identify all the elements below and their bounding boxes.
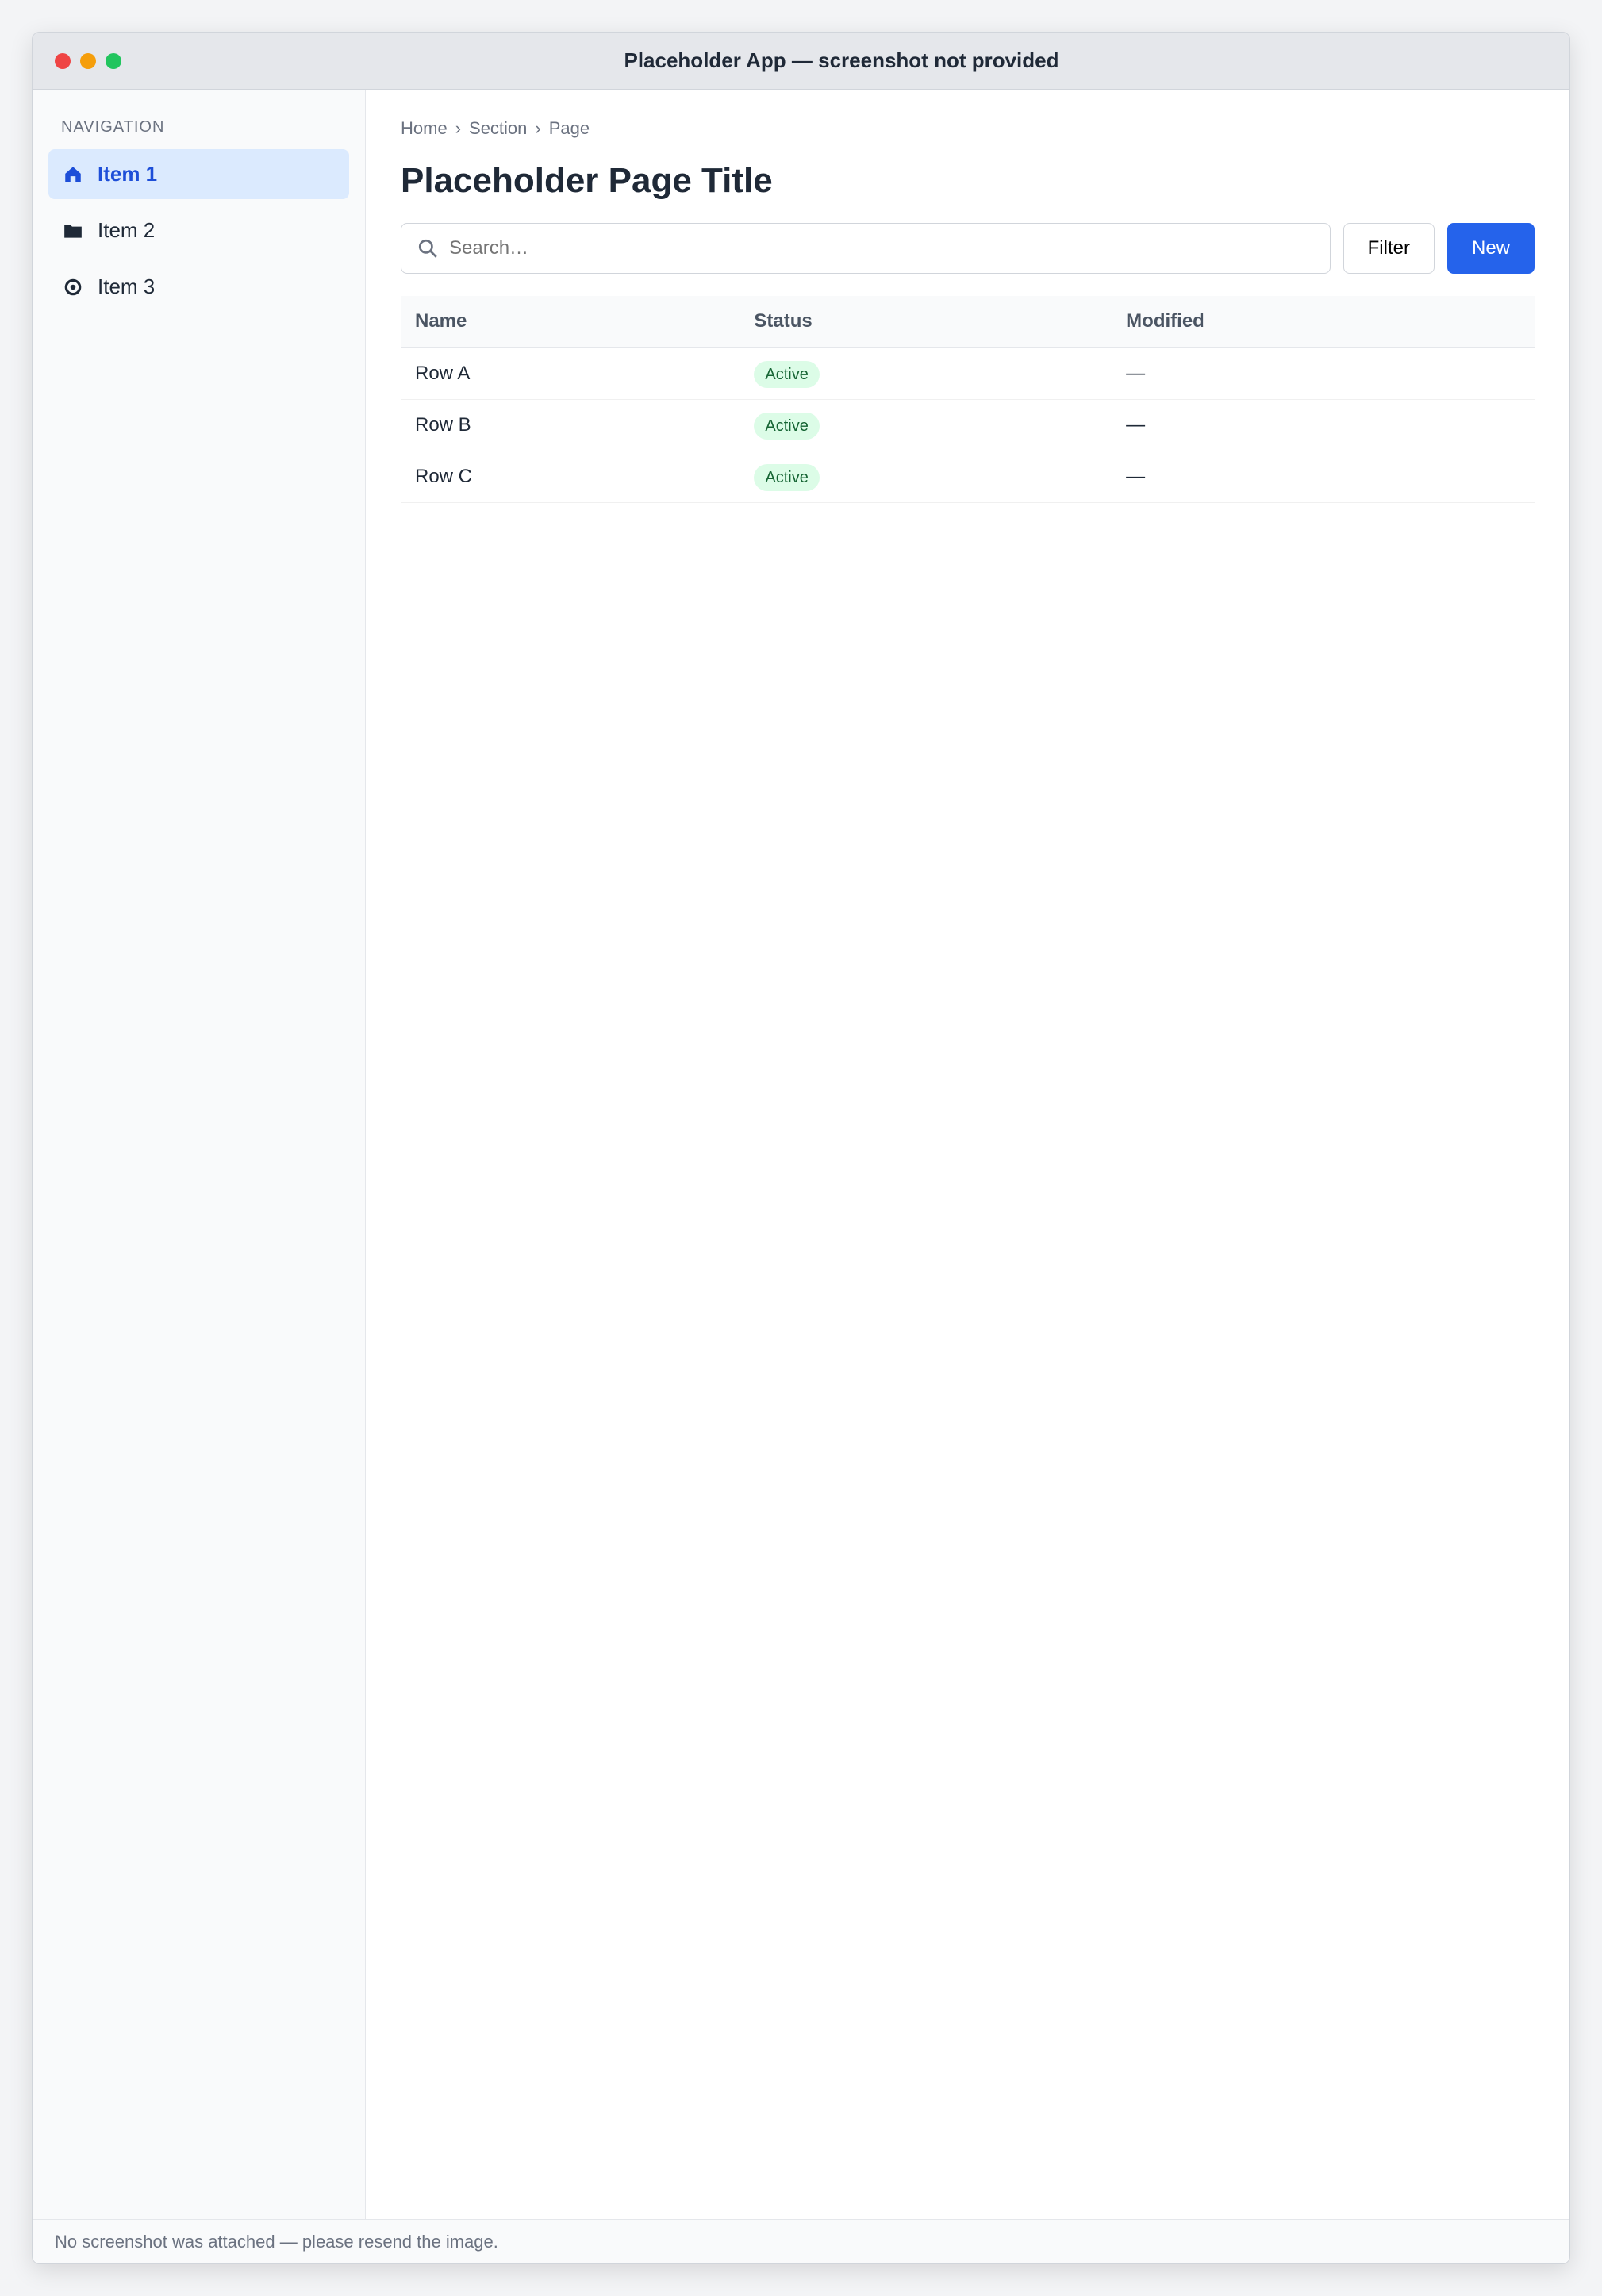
- sidebar-heading: NAVIGATION: [61, 118, 165, 136]
- column-header[interactable]: Status: [740, 296, 1112, 347]
- breadcrumb-item[interactable]: Section: [469, 118, 528, 138]
- table-cell: Row B: [401, 400, 740, 451]
- search-icon: [416, 236, 440, 260]
- status-badge: Active: [754, 464, 819, 491]
- toolbar: [401, 223, 1535, 274]
- maximize-window-button[interactable]: [106, 53, 121, 69]
- sidebar: [33, 90, 366, 2219]
- filter-button[interactable]: Filter: [1343, 223, 1435, 274]
- main-content: [366, 90, 1569, 2219]
- table-cell: Row A: [401, 347, 740, 400]
- close-window-button[interactable]: [55, 53, 71, 69]
- table-cell: [740, 400, 1112, 451]
- sidebar-item-1[interactable]: [48, 149, 349, 199]
- table-cell: [740, 347, 1112, 400]
- sidebar-item-label: Item 2: [98, 218, 156, 242]
- minimize-window-button[interactable]: [80, 53, 96, 69]
- table-header-row: [401, 296, 1535, 347]
- table-cell: —: [1112, 347, 1535, 400]
- app-window: [32, 32, 1570, 2264]
- column-header[interactable]: Name: [401, 296, 740, 347]
- table-cell: [740, 451, 1112, 503]
- search-input[interactable]: [449, 237, 1316, 259]
- column-header[interactable]: Modified: [1112, 296, 1535, 347]
- breadcrumb: [401, 118, 1535, 139]
- breadcrumb-separator: ›: [455, 118, 462, 138]
- table-cell: —: [1112, 451, 1535, 503]
- table-cell: —: [1112, 400, 1535, 451]
- status-bar: No screenshot was attached — please resend the image.: [33, 2219, 1569, 2263]
- table-row[interactable]: [401, 451, 1535, 503]
- breadcrumb-item[interactable]: Home: [401, 118, 448, 138]
- gear-icon: [61, 275, 85, 299]
- table-cell: Row C: [401, 451, 740, 503]
- table-row[interactable]: [401, 347, 1535, 400]
- title-bar: [33, 33, 1569, 90]
- sidebar-item-2[interactable]: [48, 205, 349, 255]
- sidebar-item-3[interactable]: [48, 262, 349, 312]
- sidebar-item-label: Item 3: [98, 275, 156, 298]
- home-icon: [61, 163, 85, 186]
- app-body: [33, 90, 1569, 2219]
- window-controls: [55, 53, 121, 69]
- data-table: [401, 296, 1535, 503]
- sidebar-item-label: Item 1: [98, 162, 158, 186]
- status-badge: Active: [754, 413, 819, 440]
- folder-icon: [61, 219, 85, 243]
- table-row[interactable]: [401, 400, 1535, 451]
- search-box: [401, 223, 1331, 274]
- breadcrumb-separator: ›: [535, 118, 541, 138]
- breadcrumb-item: Page: [548, 118, 590, 138]
- status-badge: Active: [754, 361, 819, 388]
- window-title: Placeholder App — screenshot not provided: [624, 48, 1059, 72]
- new-button[interactable]: New: [1447, 223, 1535, 274]
- page-title: Placeholder Page Title: [401, 161, 773, 200]
